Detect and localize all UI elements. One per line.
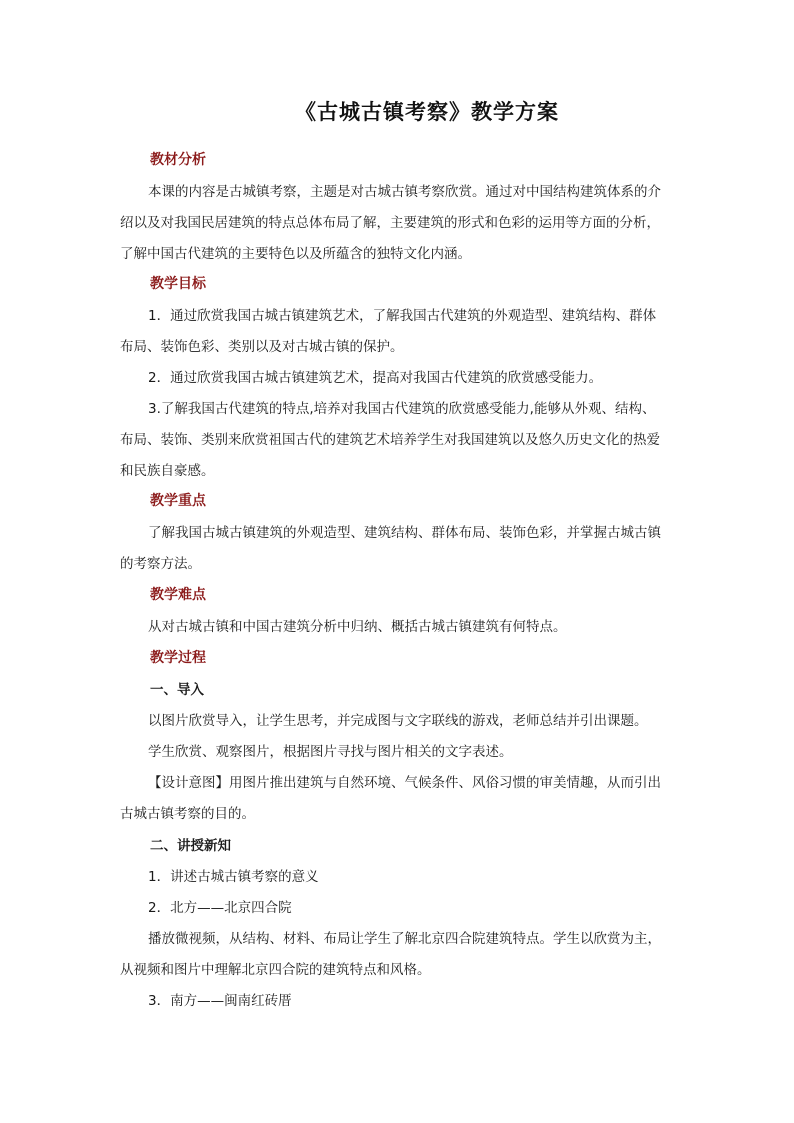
paragraph-line: 了解我国古城古镇建筑的外观造型、建筑结构、群体布局、装饰色彩，并掌握古城古镇: [148, 525, 661, 541]
paragraph-line: 了解中国古代建筑的主要特色以及所蕴含的独特文化内涵。: [120, 246, 471, 262]
subsection-heading-new-knowledge: 二、讲授新知: [150, 838, 231, 854]
list-item: 1．讲述古城古镇考察的意义: [148, 869, 319, 885]
paragraph-line: 3.了解我国古代建筑的特点,培养对我国古代建筑的欣赏感受能力,能够从外观、结构、: [148, 401, 656, 417]
section-heading-key-points: 教学重点: [150, 493, 206, 509]
section-heading-textbook-analysis: 教材分析: [150, 152, 206, 168]
subsection-heading-intro: 一、导入: [150, 682, 204, 698]
paragraph-line: 绍以及对我国民居建筑的特点总体布局了解，主要建筑的形式和色彩的运用等方面的分析，: [120, 215, 660, 231]
paragraph-line: 本课的内容是古城镇考察，主题是对古城古镇考察欣赏。通过对中国结构建筑体系的介: [148, 184, 661, 200]
paragraph-line: 【设计意图】用图片推出建筑与自然环境、气候条件、风俗习惯的审美情趣，从而引出: [148, 775, 661, 791]
paragraph-line: 2．通过欣赏我国古城古镇建筑艺术，提高对我国古代建筑的欣赏感受能力。: [148, 370, 603, 386]
paragraph-line: 布局、装饰、类别来欣赏祖国古代的建筑艺术培养学生对我国建筑以及悠久历史文化的热爱: [120, 432, 660, 448]
section-heading-teaching-goals: 教学目标: [150, 276, 206, 292]
paragraph-line: 以图片欣赏导入，让学生思考，并完成图与文字联线的游戏，老师总结并引出课题。: [148, 713, 648, 729]
section-heading-difficulties: 教学难点: [150, 587, 206, 603]
paragraph-line: 播放微视频，从结构、材料、布局让学生了解北京四合院建筑特点。学生以欣赏为主，: [148, 931, 661, 947]
list-item: 3．南方——闽南红砖厝: [148, 993, 292, 1009]
paragraph-line: 布局、装饰色彩、类别以及对古城古镇的保护。: [120, 339, 404, 355]
paragraph-line: 学生欣赏、观察图片，根据图片寻找与图片相关的文字表述。: [148, 744, 513, 760]
paragraph-line: 古城古镇考察的目的。: [120, 806, 255, 822]
section-heading-teaching-process: 教学过程: [150, 650, 206, 666]
document-title: 《古城古镇考察》教学方案: [295, 99, 559, 124]
paragraph-line: 1．通过欣赏我国古城古镇建筑艺术，了解我国古代建筑的外观造型、建筑结构、群体: [148, 308, 657, 324]
paragraph-line: 和民族自豪感。: [120, 463, 215, 479]
list-item: 2．北方——北京四合院: [148, 900, 292, 916]
paragraph-line: 从视频和图片中理解北京四合院的建筑特点和风格。: [120, 962, 431, 978]
paragraph-line: 的考察方法。: [120, 556, 201, 572]
paragraph-line: 从对古城古镇和中国古建筑分析中归纳、概括古城古镇建筑有何特点。: [148, 619, 567, 635]
